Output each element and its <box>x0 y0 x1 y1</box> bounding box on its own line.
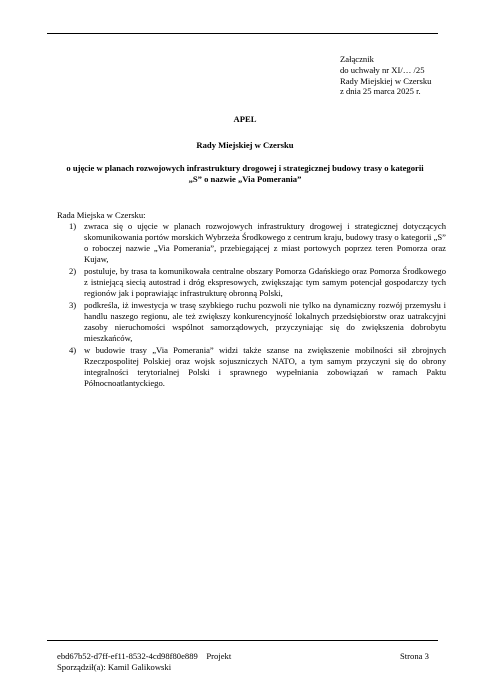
list-item-number: 2) <box>69 266 77 276</box>
list-item-number: 1) <box>69 221 77 231</box>
appeal-list <box>57 221 446 390</box>
document-status: Projekt <box>206 651 232 661</box>
document-author: Sporządził(a): Kamil Galikowski <box>57 661 172 672</box>
list-item-number: 3) <box>69 300 77 310</box>
attachment-line: do uchwały nr XI/… /25 <box>340 64 425 75</box>
document-subject <box>55 163 435 185</box>
list-item-text: postuluje, by trasa ta komunikowała centralne obszary Pomorza Gdańskiego oraz Pomorza Środkowego z istniejącą siecią autostrad i dróg ekspresowych, zwiększając tym samym potencjał gospodarczy tych regionów jak i poprawiając infrastrukturę obronną Polski, <box>84 266 446 298</box>
attachment-note <box>340 54 431 97</box>
footer-rule <box>47 640 438 641</box>
list-item <box>57 266 446 299</box>
issuing-body: Rady Miejskiej w Czersku <box>196 140 294 150</box>
list-item <box>57 300 446 344</box>
attachment-line: z dnia 25 marca 2025 r. <box>340 86 421 97</box>
list-item-text: w budowie trasy „Via Pomerania” widzi także szanse na zwiększenie mobilności sił zbrojnych Rzeczpospolitej Polskiej oraz wojsk sojuszniczych NATO, a tym samym przyczyni się do obrony integralności terytorialnej Polski i sprawnego wypełniania zobowiązań w ramach Paktu Północnoatlantyckiego. <box>84 345 446 388</box>
list-item-text: zwraca się o ujęcie w planach rozwojowych infrastruktury drogowej i strategicznej dotyczących skomunikowania portów morskich Wybrzeża Środkowego z centrum kraju, budowy trasy o kategorii „S” o roboczej nazwie „Via Pomerania”, przebiegającej z miast portowych poprzez teren Pomorza oraz Kujaw, <box>84 221 446 264</box>
document-title: APEL <box>233 114 257 124</box>
subject-line: „S” o nazwie „Via Pomerania” <box>188 174 302 184</box>
document-id: ebd67b52-d7ff-ef11-8532-4cd98f80e889 <box>57 651 198 661</box>
attachment-line: Załącznik <box>340 54 374 64</box>
list-item <box>57 221 446 265</box>
intro-text: Rada Miejska w Czersku: <box>57 210 146 220</box>
attachment-line: Rady Miejskiej w Czersku <box>340 75 432 86</box>
header-rule <box>47 33 438 34</box>
page-number: Strona 3 <box>400 651 429 661</box>
list-item <box>57 345 446 389</box>
footer-left <box>57 651 231 672</box>
list-item-number: 4) <box>69 345 77 355</box>
subject-line: o ujęcie w planach rozwojowych infrastruktury drogowej i strategicznej budowy trasy o kategorii <box>66 163 424 173</box>
list-item-text: podkreśla, iż inwestycja w trasę szybkiego ruchu pozwoli nie tylko na dynamiczny rozwój przemysłu i handlu naszego regionu, ale też zwiększy konkurencyjność lokalnych przedsiębiorstw oraz uatrakcyjni zasoby nieruchomości wspólnot samorządowych, przyczyniając się do zwiększenia dobrobytu mieszkańców, <box>84 300 446 343</box>
